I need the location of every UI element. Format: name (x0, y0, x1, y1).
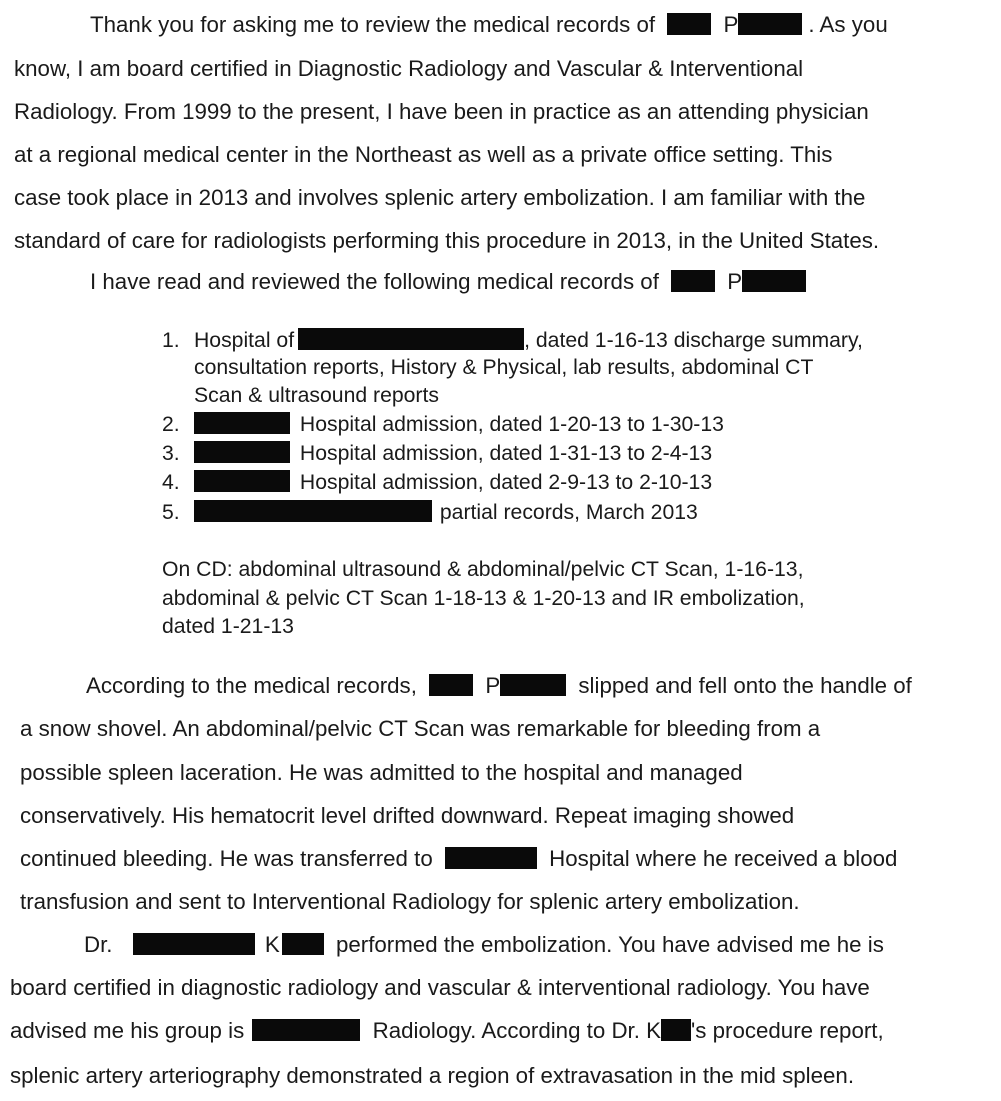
reviewed-lead (90, 269, 806, 295)
list-item (162, 412, 724, 437)
list-item (162, 328, 863, 353)
redaction-bar (194, 500, 432, 522)
text-segment: Hospital admission, dated 1-31-13 to 2-4-13 (299, 442, 713, 465)
text-segment: K (264, 932, 280, 957)
text-segment: Hospital admission, dated 2-9-13 to 2-10-13 (299, 471, 713, 494)
text-segment: performed the embolization. You have advised me he is (335, 932, 884, 957)
text-segment: Radiology. According to Dr. K (372, 1018, 662, 1043)
text-segment: According to the medical records, (86, 673, 417, 698)
text-segment: partial records, March 2013 (439, 501, 698, 524)
intro-line-6: standard of care for radiologists performing this procedure in 2013, in the United States. (14, 228, 880, 253)
intro-line-3: Radiology. From 1999 to the present, I have been in practice as an attending physician (14, 99, 869, 124)
text-segment: Hospital of (194, 329, 295, 352)
list-item-continuation: consultation reports, History & Physical, lab results, abdominal CT (194, 356, 814, 379)
redaction-bar (429, 674, 473, 696)
text-segment: P (727, 269, 743, 294)
redaction-bar (298, 328, 524, 350)
history-line-6: transfusion and sent to Interventional Radiology for splenic artery embolization. (20, 889, 800, 914)
redaction-bar (133, 933, 255, 955)
history-line-2: a snow shovel. An abdominal/pelvic CT Scan was remarkable for bleeding from a (20, 716, 821, 741)
redaction-bar (738, 13, 802, 35)
list-number: 3. (162, 442, 180, 465)
cd-line-2: abdominal & pelvic CT Scan 1-18-13 & 1-20-13 and IR embolization, (162, 587, 805, 610)
text-segment: Dr. (84, 932, 113, 957)
text-segment: . As you (808, 12, 888, 37)
cd-line-3: dated 1-21-13 (162, 615, 294, 638)
redaction-bar (282, 933, 324, 955)
text-segment: advised me his group is (10, 1018, 245, 1043)
list-item (162, 500, 698, 525)
procedure-line-3 (10, 1018, 884, 1044)
text-segment: slipped and fell onto the handle of (578, 673, 912, 698)
redaction-bar (194, 441, 290, 463)
history-line-3: possible spleen laceration. He was admitted to the hospital and managed (20, 760, 743, 785)
cd-line-1: On CD: abdominal ultrasound & abdominal/pelvic CT Scan, 1-16-13, (162, 558, 804, 581)
text-segment: , dated 1-16-13 discharge summary, (524, 329, 863, 352)
text-segment: Hospital admission, dated 1-20-13 to 1-30-13 (299, 413, 724, 436)
list-number: 2. (162, 413, 180, 436)
history-line-5 (20, 846, 897, 872)
list-item (162, 470, 712, 495)
redaction-bar (667, 13, 711, 35)
text-segment: P (723, 12, 739, 37)
procedure-line-2: board certified in diagnostic radiology and vascular & interventional radiology. You have (10, 975, 870, 1000)
text-segment: Hospital where he received a blood (549, 846, 898, 871)
list-number: 4. (162, 471, 180, 494)
intro-line-2: know, I am board certified in Diagnostic Radiology and Vascular & Interventional (14, 56, 804, 81)
text-segment: Thank you for asking me to review the medical records of (90, 12, 656, 37)
text-segment: I have read and reviewed the following medical records of (90, 269, 659, 294)
redaction-bar (671, 270, 715, 292)
redaction-bar (252, 1019, 360, 1041)
redaction-bar (661, 1019, 691, 1041)
intro-line-1 (90, 12, 888, 38)
redaction-bar (194, 412, 290, 434)
redaction-bar (742, 270, 806, 292)
list-item (162, 441, 712, 466)
list-item-continuation: Scan & ultrasound reports (194, 384, 439, 407)
history-line-4: conservatively. His hematocrit level drifted downward. Repeat imaging showed (20, 803, 795, 828)
history-line-1 (86, 673, 912, 699)
text-segment: P (485, 673, 501, 698)
list-number: 1. (162, 329, 180, 352)
procedure-line-1 (84, 932, 884, 958)
intro-line-5: case took place in 2013 and involves splenic artery embolization. I am familiar with the (14, 185, 866, 210)
list-number: 5. (162, 501, 180, 524)
procedure-line-4: splenic artery arteriography demonstrated a region of extravasation in the mid spleen. (10, 1063, 855, 1088)
redaction-bar (445, 847, 537, 869)
redaction-bar (500, 674, 566, 696)
intro-line-4: at a regional medical center in the Northeast as well as a private office setting. This (14, 142, 833, 167)
redaction-bar (194, 470, 290, 492)
text-segment: 's procedure report, (691, 1018, 884, 1043)
text-segment: continued bleeding. He was transferred to (20, 846, 433, 871)
